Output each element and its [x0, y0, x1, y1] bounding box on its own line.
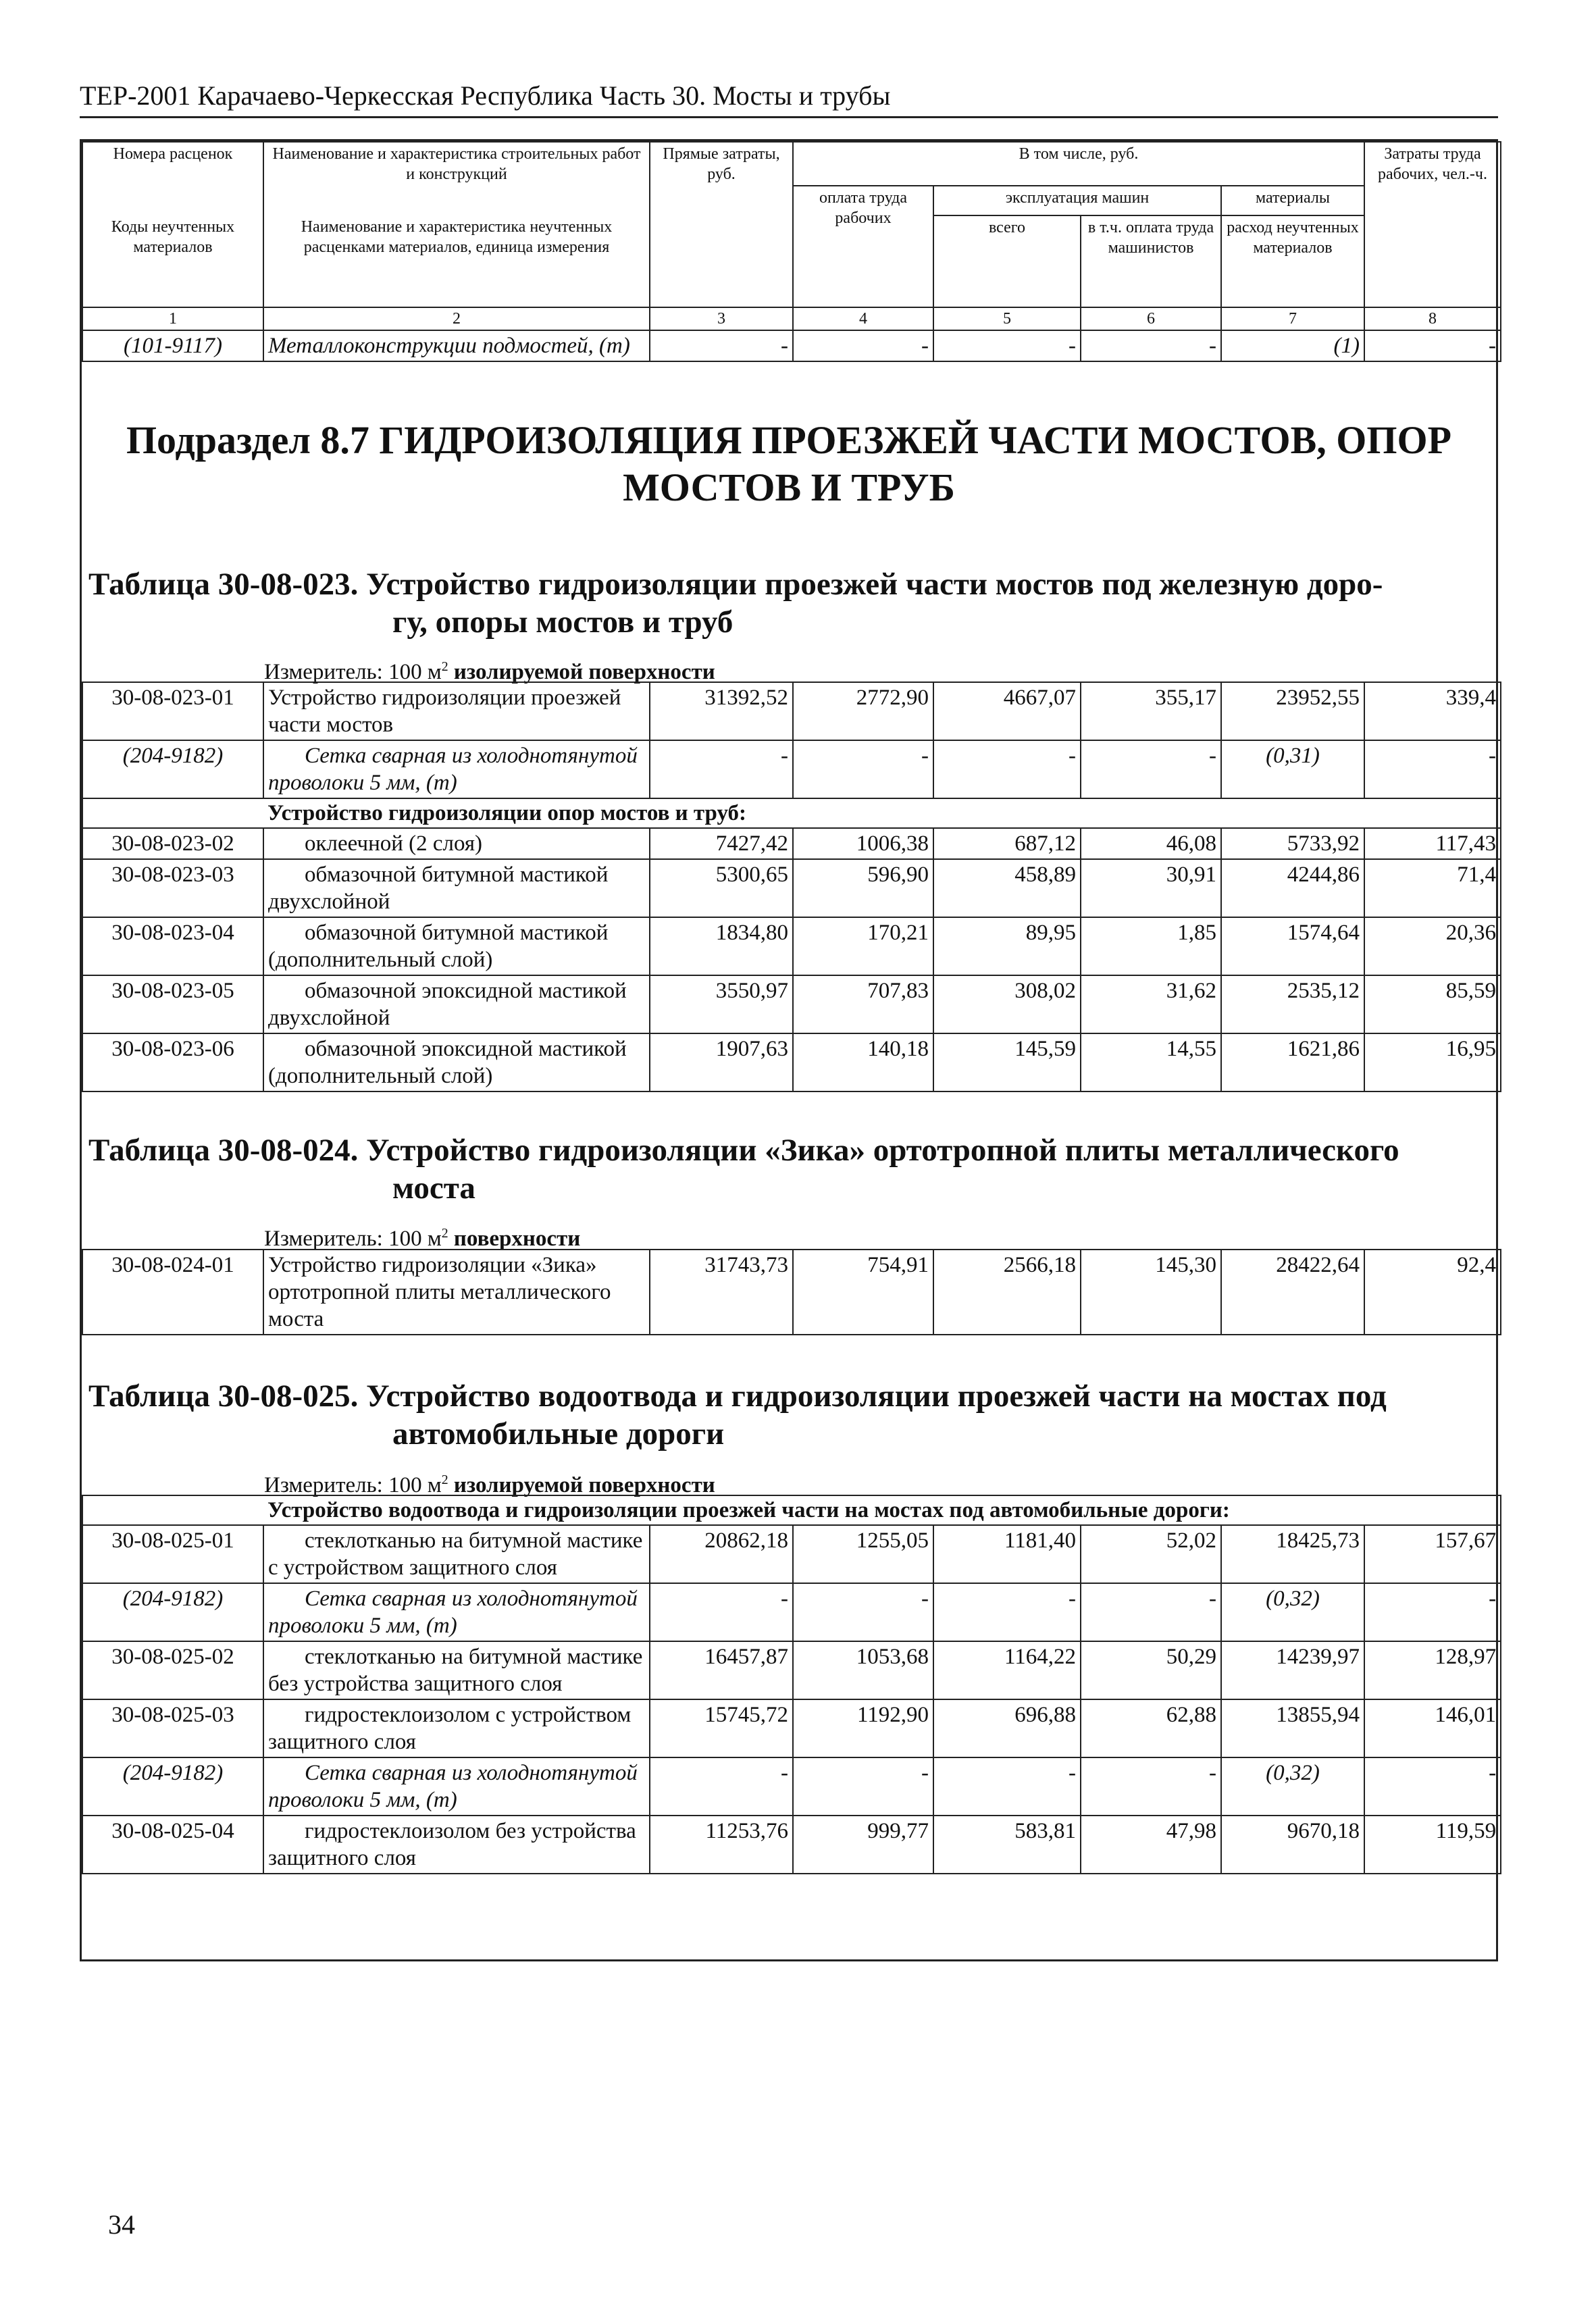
- cell-value: 7427,42: [650, 828, 793, 859]
- rate-code: 30-08-023-06: [82, 1033, 263, 1091]
- column-header-block: [82, 141, 1496, 362]
- page-number: 34: [108, 2209, 135, 2240]
- cell-value: 1255,05: [793, 1525, 933, 1583]
- cell-value: 5733,92: [1221, 828, 1364, 859]
- cell-value: 13855,94: [1221, 1699, 1364, 1757]
- material-name: Металлоконструкции подмостей, (т): [263, 330, 650, 361]
- cell-value: -: [933, 1583, 1081, 1641]
- material-code: (204-9182): [82, 1583, 263, 1641]
- cell-value: -: [933, 1757, 1081, 1816]
- subsection-title: Подраздел 8.7 ГИДРОИЗОЛЯЦИЯ ПРОЕЗЖЕЙ ЧАСТИ МОСТОВ, ОПОР МОСТОВ И ТРУБ: [126, 418, 1452, 509]
- table-025-measure: Измеритель: 100 $м^2$ изолируемой поверхности: [264, 1472, 715, 1497]
- cell-value: 20,36: [1364, 917, 1501, 975]
- cell-value: 30,91: [1081, 859, 1221, 917]
- col7-header: расход неучтенных материалов: [1221, 215, 1364, 307]
- table-024-title: Таблица 30-08-024. Устройство гидроизоляции «Зика» ортотропной плиты металлического моста: [88, 1133, 1399, 1206]
- cell-value: 458,89: [933, 859, 1081, 917]
- cell-value: -: [793, 1757, 933, 1816]
- cell-value: 140,18: [793, 1033, 933, 1091]
- work-name: обмазочной эпоксидной мастикой (дополнительный слой): [263, 1033, 650, 1091]
- cell-value: 15745,72: [650, 1699, 793, 1757]
- table-023-measure: Измеритель: 100 $м^2$ изолируемой поверхности: [264, 659, 715, 684]
- cell-value: -: [793, 1583, 933, 1641]
- col-number: 7: [1221, 307, 1364, 330]
- table-row: [82, 828, 1501, 859]
- cell-value: 50,29: [1081, 1641, 1221, 1699]
- rate-code: 30-08-023-05: [82, 975, 263, 1033]
- rate-code: 30-08-024-01: [82, 1250, 263, 1335]
- cell-value: -: [1364, 1757, 1501, 1816]
- cell-value: 31,62: [1081, 975, 1221, 1033]
- col8-header: Затраты труда рабочих, чел.-ч.: [1364, 142, 1501, 307]
- cell-value: 596,90: [793, 859, 933, 917]
- rate-code: 30-08-023-02: [82, 828, 263, 859]
- table-row: [82, 1757, 1501, 1816]
- cell-value: (0,31): [1221, 740, 1364, 798]
- cell-value: 2566,18: [933, 1250, 1081, 1335]
- cell-value: 1907,63: [650, 1033, 793, 1091]
- cell-value: -: [1364, 1583, 1501, 1641]
- work-name: обмазочной эпоксидной мастикой двухслойной: [263, 975, 650, 1033]
- table-row: [82, 1641, 1501, 1699]
- cell-value: 28422,64: [1221, 1250, 1364, 1335]
- cell-value: 119,59: [1364, 1816, 1501, 1874]
- material-name: Сетка сварная из холоднотянутой проволоки 5 мм, (т): [263, 1583, 650, 1641]
- cell-value: -: [793, 740, 933, 798]
- machines-header: эксплуатация машин: [933, 186, 1221, 215]
- work-name: оклеечной (2 слоя): [263, 828, 650, 859]
- table-row: [82, 740, 1501, 798]
- table-row: [82, 1816, 1501, 1874]
- col2-top-header: Наименование и характеристика строительных работ и конструкций: [263, 142, 650, 186]
- cell-value: 4244,86: [1221, 859, 1364, 917]
- table-024-measure: Измеритель: 100 $м^2$ поверхности: [264, 1226, 581, 1251]
- cell-value: 31743,73: [650, 1250, 793, 1335]
- rate-code: 30-08-025-02: [82, 1641, 263, 1699]
- cell-value: -: [933, 740, 1081, 798]
- cell-value: 999,77: [793, 1816, 933, 1874]
- cell-value: 23952,55: [1221, 682, 1364, 740]
- table-row: [82, 682, 1501, 740]
- cell-value: 2535,12: [1221, 975, 1364, 1033]
- cell-value: 71,4: [1364, 859, 1501, 917]
- col2-bottom-header: Наименование и характеристика неучтенных расценками материалов, единица измерения: [263, 215, 650, 307]
- table-row: [82, 1033, 1501, 1091]
- cell-value: 707,83: [793, 975, 933, 1033]
- table-row: [82, 1699, 1501, 1757]
- cell-value: 117,43: [1364, 828, 1501, 859]
- col5-header: всего: [933, 215, 1081, 307]
- rate-code: 30-08-025-03: [82, 1699, 263, 1757]
- material-code: (204-9182): [82, 740, 263, 798]
- cell-value: -: [650, 330, 793, 361]
- material-code: (101-9117): [82, 330, 263, 361]
- page-header: [80, 76, 1498, 118]
- table-row: [82, 330, 1501, 361]
- cell-value: 1,85: [1081, 917, 1221, 975]
- material-code: (204-9182): [82, 1757, 263, 1816]
- cell-value: 1181,40: [933, 1525, 1081, 1583]
- cell-value: 4667,07: [933, 682, 1081, 740]
- cell-value: 145,30: [1081, 1250, 1221, 1335]
- cell-value: 5300,65: [650, 859, 793, 917]
- col-number: 8: [1364, 307, 1501, 330]
- cell-value: 20862,18: [650, 1525, 793, 1583]
- table-row: [82, 917, 1501, 975]
- col6-header: в т.ч. оплата труда машинистов: [1081, 215, 1221, 307]
- col-number: 6: [1081, 307, 1221, 330]
- cell-value: 46,08: [1081, 828, 1221, 859]
- table-023: [82, 682, 1496, 1092]
- cell-value: 3550,97: [650, 975, 793, 1033]
- work-name: гидростеклоизолом без устройства защитного слоя: [263, 1816, 650, 1874]
- rate-code: 30-08-023-04: [82, 917, 263, 975]
- cell-value: 89,95: [933, 917, 1081, 975]
- price-table-frame: [80, 139, 1498, 1961]
- table-row: [82, 975, 1501, 1033]
- group-heading-row: [82, 1495, 1501, 1525]
- cell-value: 308,02: [933, 975, 1081, 1033]
- group-header: В том числе, руб.: [793, 142, 1364, 186]
- cell-value: 1053,68: [793, 1641, 933, 1699]
- cell-value: 92,4: [1364, 1250, 1501, 1335]
- col-number: 5: [933, 307, 1081, 330]
- cell-value: 1006,38: [793, 828, 933, 859]
- cell-value: 2772,90: [793, 682, 933, 740]
- work-name: Устройство гидроизоляции «Зика» ортотропной плиты металлического моста: [263, 1250, 650, 1335]
- cell-value: 9670,18: [1221, 1816, 1364, 1874]
- col-number: 2: [263, 307, 650, 330]
- material-name: Сетка сварная из холоднотянутой проволоки 5 мм, (т): [263, 740, 650, 798]
- table-023-title: Таблица 30-08-023. Устройство гидроизоляции проезжей части мостов под железную доро- гу, опоры мостов и труб: [88, 567, 1383, 640]
- cell-value: 1834,80: [650, 917, 793, 975]
- table-row: [82, 1583, 1501, 1641]
- group-heading-row: [82, 798, 1501, 828]
- document-title: ТЕР-2001 Карачаево-Черкесская Республика Часть 30. Мосты и трубы: [80, 80, 891, 111]
- cell-value: 696,88: [933, 1699, 1081, 1757]
- cell-value: 1574,64: [1221, 917, 1364, 975]
- cell-value: 128,97: [1364, 1641, 1501, 1699]
- table-025: [82, 1495, 1496, 1874]
- cell-value: (1): [1221, 330, 1364, 361]
- work-name: стеклотканью на битумной мастике без устройства защитного слоя: [263, 1641, 650, 1699]
- cell-value: 14,55: [1081, 1033, 1221, 1091]
- cell-value: 16457,87: [650, 1641, 793, 1699]
- cell-value: 583,81: [933, 1816, 1081, 1874]
- cell-value: -: [650, 1757, 793, 1816]
- rate-code: 30-08-025-04: [82, 1816, 263, 1874]
- col1-bottom-header: Коды неучтенных материалов: [82, 215, 263, 307]
- table-024: [82, 1249, 1496, 1335]
- table-row: [82, 1525, 1501, 1583]
- col-number: 1: [82, 307, 263, 330]
- group-heading: Устройство гидроизоляции опор мостов и труб:: [263, 798, 1501, 828]
- table-row: [82, 1250, 1501, 1335]
- cell-value: 339,4: [1364, 682, 1501, 740]
- cell-value: -: [650, 740, 793, 798]
- rate-code: 30-08-023-01: [82, 682, 263, 740]
- cell-value: (0,32): [1221, 1583, 1364, 1641]
- cell-value: 31392,52: [650, 682, 793, 740]
- cell-value: 18425,73: [1221, 1525, 1364, 1583]
- material-name: Сетка сварная из холоднотянутой проволоки 5 мм, (т): [263, 1757, 650, 1816]
- col1-top-header: Номера расценок: [82, 142, 263, 186]
- cell-value: -: [933, 330, 1081, 361]
- cell-value: -: [1364, 330, 1501, 361]
- work-name: Устройство гидроизоляции проезжей части мостов: [263, 682, 650, 740]
- cell-value: -: [1081, 330, 1221, 361]
- cell-value: 1192,90: [793, 1699, 933, 1757]
- cell-value: 754,91: [793, 1250, 933, 1335]
- table-row: [82, 859, 1501, 917]
- cell-value: -: [793, 330, 933, 361]
- table-025-title: Таблица 30-08-025. Устройство водоотвода и гидроизоляции проезжей части на мостах под автомобильные дороги: [88, 1379, 1387, 1451]
- cell-value: 145,59: [933, 1033, 1081, 1091]
- cell-value: 170,21: [793, 917, 933, 975]
- cell-value: -: [650, 1583, 793, 1641]
- cell-value: 14239,97: [1221, 1641, 1364, 1699]
- cell-value: 47,98: [1081, 1816, 1221, 1874]
- cell-value: -: [1081, 740, 1221, 798]
- rate-code: 30-08-025-01: [82, 1525, 263, 1583]
- cell-value: -: [1364, 740, 1501, 798]
- cell-value: 1621,86: [1221, 1033, 1364, 1091]
- work-name: обмазочной битумной мастикой (дополнительный слой): [263, 917, 650, 975]
- cell-value: 146,01: [1364, 1699, 1501, 1757]
- cell-value: 11253,76: [650, 1816, 793, 1874]
- cell-value: 157,67: [1364, 1525, 1501, 1583]
- col4-header: оплата труда рабочих: [793, 186, 933, 307]
- work-name: стеклотканью на битумной мастике с устройством защитного слоя: [263, 1525, 650, 1583]
- col-number: 3: [650, 307, 793, 330]
- cell-value: 687,12: [933, 828, 1081, 859]
- work-name: гидростеклоизолом с устройством защитного слоя: [263, 1699, 650, 1757]
- cell-value: 62,88: [1081, 1699, 1221, 1757]
- cell-value: 355,17: [1081, 682, 1221, 740]
- group-heading: Устройство водоотвода и гидроизоляции проезжей части на мостах под автомобильные дороги:: [263, 1495, 1501, 1525]
- cell-value: 85,59: [1364, 975, 1501, 1033]
- cell-value: 16,95: [1364, 1033, 1501, 1091]
- cell-value: 52,02: [1081, 1525, 1221, 1583]
- cell-value: 1164,22: [933, 1641, 1081, 1699]
- col-number: 4: [793, 307, 933, 330]
- cell-value: (0,32): [1221, 1757, 1364, 1816]
- cell-value: -: [1081, 1757, 1221, 1816]
- materials-header: материалы: [1221, 186, 1364, 215]
- col3-header: Прямые затраты, руб.: [650, 142, 793, 307]
- work-name: обмазочной битумной мастикой двухслойной: [263, 859, 650, 917]
- cell-value: -: [1081, 1583, 1221, 1641]
- rate-code: 30-08-023-03: [82, 859, 263, 917]
- column-header-table: [82, 141, 1501, 362]
